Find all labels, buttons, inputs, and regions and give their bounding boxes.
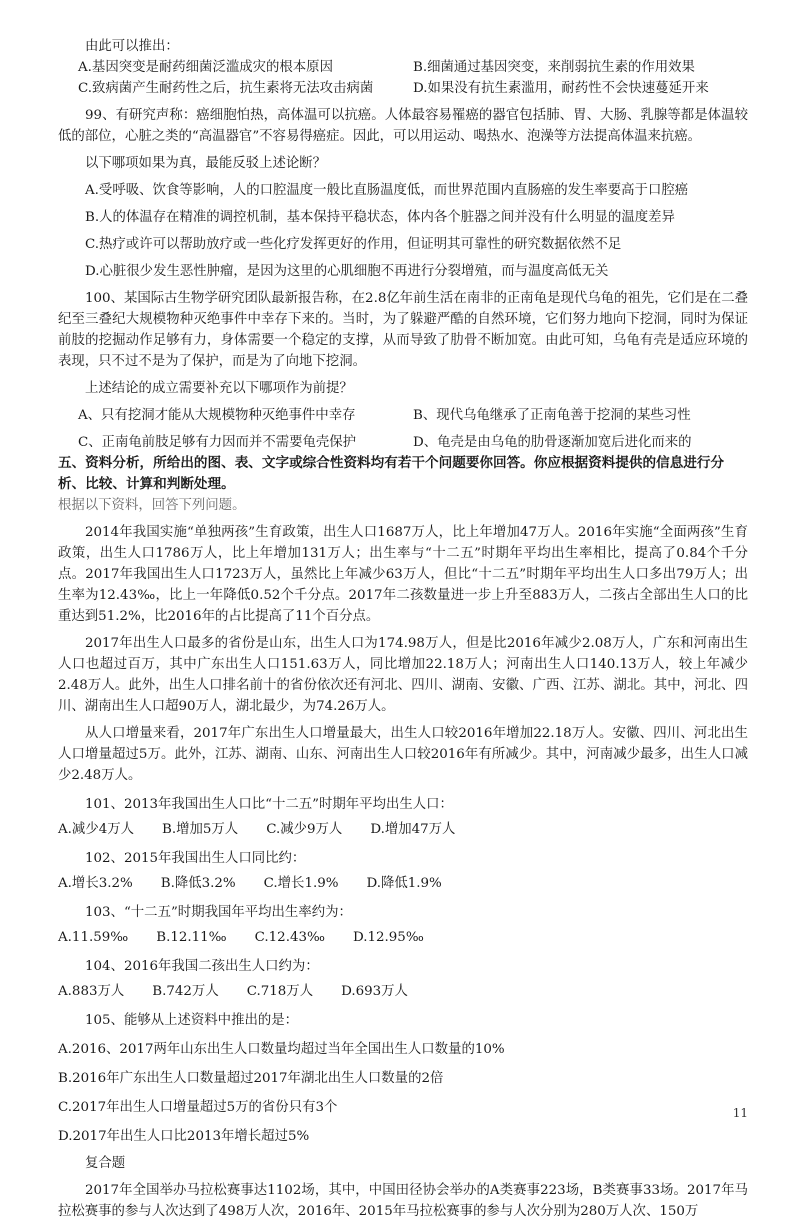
q101-option-a: A.减少4万人 bbox=[58, 822, 135, 837]
q100-question: 上述结论的成立需要补充以下哪项作为前提？ bbox=[85, 381, 353, 396]
q101-options bbox=[58, 819, 748, 840]
q98-option-a: A.基因突变是耐药细菌泛滥成灾的根本原因 bbox=[78, 60, 333, 75]
q101-option-b: B.增加5万人 bbox=[162, 822, 239, 837]
section-subtitle: 根据以下资料，回答下列问题。 bbox=[58, 498, 246, 513]
q102-option-c: C.增长1.9% bbox=[263, 876, 339, 891]
q100-options-row1 bbox=[58, 405, 748, 426]
q104-option-d: D.693万人 bbox=[341, 984, 408, 999]
q99-question: 以下哪项如果为真，最能反驳上述论断？ bbox=[85, 156, 327, 171]
q100-option-d: D、龟壳是由乌龟的肋骨逐渐加宽后进化而来的 bbox=[413, 435, 692, 450]
q105-stem: 105、能够从上述资料中推出的是： bbox=[85, 1013, 299, 1028]
q104-stem: 104、2016年我国二孩出生人口约为： bbox=[85, 959, 319, 974]
material-paragraph-2: 2017年出生人口最多的省份是山东，出生人口为174.98万人，但是比2016年减少2.08万人，广东和河南出生人口也超过百万，其中广东出生人口151.63万人，同比增加22.18万人；河南出生人口140.13万人，较上年减少2.48万人。此外，出生人口排名前十的省份依次还有河北、四川、湖南、安徽、广西、江苏、湖北。其中，河北、四川、湖南出生人口超90万人，湖北最少，为74.26万人。 bbox=[58, 636, 748, 714]
q103-option-a: A.11.59‰ bbox=[58, 930, 129, 945]
q100-option-b: B、现代乌龟继承了正南龟善于挖洞的某些习性 bbox=[413, 408, 691, 423]
q101-option-d: D.增加47万人 bbox=[370, 822, 456, 837]
q104-option-c: C.718万人 bbox=[246, 984, 314, 999]
document-page bbox=[58, 36, 748, 1222]
material-paragraph-3: 从人口增量来看，2017年广东出生人口增量最大，出生人口较2016年增加22.18万人。安徽、四川、河北出生人口增量超过5万。此外，江苏、湖南、山东、河南出生人口较2016年有所减少。其中，河南减少最多，出生人口减少2.48万人。 bbox=[58, 726, 748, 783]
q98-options-row1 bbox=[58, 57, 748, 78]
q103-stem: 103、“十二五”时期我国年平均出生率约为： bbox=[85, 905, 352, 920]
q105-option-c: C.2017年出生人口增量超过5万的省份只有3个 bbox=[58, 1100, 338, 1115]
q103-options bbox=[58, 927, 748, 948]
q103-option-c: C.12.43‰ bbox=[254, 930, 325, 945]
q99-option-b: B.人的体温存在精准的调控机制，基本保持平稳状态，体内各个脏器之间并没有什么明显的温度差异 bbox=[85, 210, 675, 225]
q98-option-b: B.细菌通过基因突变，来削弱抗生素的作用效果 bbox=[413, 60, 695, 75]
q100-stem: 100、某国际古生物学研究团队最新报告称，在2.8亿年前生活在南非的正南龟是现代乌龟的祖先，它们是在二叠纪至三叠纪大规模物种灭绝事件中幸存下来的。当时，为了躲避严酷的自然环境，它们努力地向下挖洞，同时为保证前肢的挖掘动作足够有力，身体需要一个稳定的支撑，从而导致了肋骨不断加宽。由此可知，乌龟有壳是适应环境的表现，只不过不是为了保护，而是为了向地下挖洞。 bbox=[58, 291, 748, 369]
q99-option-a: A.受呼吸、饮食等影响，人的口腔温度一般比直肠温度低，而世界范围内直肠癌的发生率要高于口腔癌 bbox=[85, 183, 689, 198]
q102-option-b: B.降低3.2% bbox=[160, 876, 236, 891]
q100-options-row2 bbox=[58, 432, 748, 453]
composite-paragraph: 2017年全国举办马拉松赛事达1102场，其中，中国田径协会举办的A类赛事223场，B类赛事33场。2017年马拉松赛事的参与人次达到了498万人次，2016年、2015年马拉松赛事的参与人次分别为280万人次、150万 bbox=[58, 1183, 748, 1219]
q104-option-b: B.742万人 bbox=[152, 984, 219, 999]
q98-option-c: C.致病菌产生耐药性之后，抗生素将无法攻击病菌 bbox=[78, 81, 374, 96]
q104-option-a: A.883万人 bbox=[58, 984, 125, 999]
q103-option-b: B.12.11‰ bbox=[156, 930, 227, 945]
q99-option-d: D.心脏很少发生恶性肿瘤，是因为这里的心肌细胞不再进行分裂增殖，而与温度高低无关 bbox=[85, 264, 609, 279]
q99-stem: 99、有研究声称：癌细胞怕热，高体温可以抗癌。人体最容易罹癌的器官包括肺、胃、大肠、乳腺等都是体温较低的部位，心脏之类的“高温器官”不容易得癌症。因此，可以用运动、喝热水、泡澡等方法提高体温来抗癌。 bbox=[58, 108, 748, 144]
q98-option-d: D.如果没有抗生素滥用，耐药性不会快速蔓延开来 bbox=[413, 81, 709, 96]
q98-options-row2 bbox=[58, 78, 748, 99]
q105-option-a: A.2016、2017两年山东出生人口数量均超过当年全国出生人口数量的10% bbox=[58, 1042, 505, 1057]
q105-option-d: D.2017年出生人口比2013年增长超过5% bbox=[58, 1129, 310, 1144]
intro-text: 由此可以推出： bbox=[85, 39, 179, 54]
q102-stem: 102、2015年我国出生人口同比约： bbox=[85, 851, 306, 866]
q100-option-c: C、正南龟前肢足够有力因而并不需要龟壳保护 bbox=[78, 435, 357, 450]
section-heading: 五、资料分析，所给出的图、表、文字或综合性资料均有若干个问题要你回答。你应根据资料提供的信息进行分析、比较、计算和判断处理。 bbox=[58, 455, 725, 492]
q103-option-d: D.12.95‰ bbox=[352, 930, 424, 945]
composite-label: 复合题 bbox=[85, 1156, 126, 1171]
q102-options bbox=[58, 873, 748, 894]
material-paragraph-1: 2014年我国实施“单独两孩”生育政策，出生人口1687万人，比上年增加47万人。2016年实施“全面两孩”生育政策，出生人口1786万人，比上年增加131万人；出生率与“十二五”时期年平均出生率相比，提高了0.84个千分点。2017年我国出生人口1723万人，虽然比上年减少63万人，但比“十二五”时期年平均出生人口多出79万人；出生率为12.43‰，比上一年降低0.52个千分点。2017年二孩数量进一步上升至883万人，二孩占全部出生人口的比重达到51.2%，比2016年的占比提高了11个百分点。 bbox=[58, 525, 748, 624]
q99-option-c: C.热疗或许可以帮助放疗或一些化疗发挥更好的作用，但证明其可靠性的研究数据依然不足 bbox=[85, 237, 622, 252]
q101-option-c: C.减少9万人 bbox=[266, 822, 343, 837]
q102-option-d: D.降低1.9% bbox=[366, 876, 442, 891]
q100-option-a: A、只有挖洞才能从大规模物种灭绝事件中幸存 bbox=[78, 408, 356, 423]
page-number: 11 bbox=[732, 1106, 748, 1120]
q105-option-b: B.2016年广东出生人口数量超过2017年湖北出生人口数量的2倍 bbox=[58, 1071, 444, 1086]
q101-stem: 101、2013年我国出生人口比“十二五”时期年平均出生人口： bbox=[85, 797, 453, 812]
q104-options bbox=[58, 981, 748, 1002]
q102-option-a: A.增长3.2% bbox=[58, 876, 133, 891]
